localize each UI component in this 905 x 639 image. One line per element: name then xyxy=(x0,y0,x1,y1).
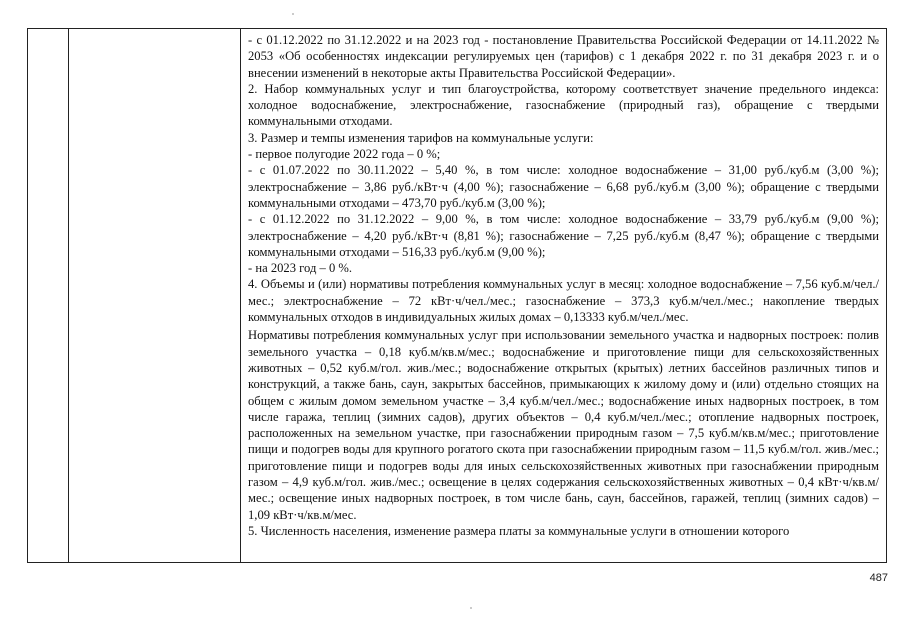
document-table xyxy=(27,28,887,563)
paragraph: 5. Численность населения, изменение размера платы за коммунальные услуги в отношении которого xyxy=(248,523,790,538)
paragraph: Нормативы потребления коммунальных услуг при использовании земельного участка и надворных построек: полив земельного участка – 0,18 куб.м/кв.м/мес.; водоснабжение и приготовление пищи для сельскохозяйственных животных – 0,52 куб.м/гол. жив./мес.; водоснабжение открытых (крытых) летних бассейнов различных типов и конструкций, а также бань, саун, закрытых бассейнов, примыкающих к жилому дому и (или) отдельно стоящих на общем с жилым домом земельном участке – 3,4 куб.м/чел./мес.; водоснабжение иных надворных построек, в том числе гаража, теплиц (зимних садов), других объектов – 0,4 куб.м/чел./мес.; отопление надворных построек, расположенных на земельном участке, при газоснабжении природным газом – 7,5 куб.м/кв.м/мес.; приготовление пищи и подогрев воды для крупного рогатого скота при газоснабжении природным газом – 11,5 куб.м/гол. жив./мес.; приготовление пищи и подогрев воды для иных сельскохозяйственных животных при газоснабжении природным газом – 4,9 куб.м/гол. жив./мес.; освещение в целях содержания сельскохозяйственных животных – 0,4 кВт·ч/кв.м/мес.; освещение иных надворных построек, в том числе бань, саун, бассейнов, гаражей, теплиц (зимних садов) – 1,09 кВт·ч/кв.м/мес. xyxy=(248,328,879,522)
scan-speck xyxy=(470,607,472,609)
paragraph: - первое полугодие 2022 года – 0 %; xyxy=(248,147,441,162)
paragraph: - с 01.12.2022 по 31.12.2022 – 9,00 %, в том числе: холодное водоснабжение – 33,79 руб./куб.м (9,00 %); электроснабжение – 4,20 руб./кВт·ч (8,81 %); газоснабжение – 7,25 руб./куб.м (8,47 %); обращение с твердыми коммунальными отходами – 516,33 руб./куб.м (9,00 %); xyxy=(248,212,879,259)
page-number: 487 xyxy=(869,572,888,584)
paragraph: - с 01.12.2022 по 31.12.2022 и на 2023 год - постановление Правительства Российской Федерации от 14.11.2022 № 2053 «Об особенностях индексации регулируемых цен (тарифов) с 1 декабря 2022 г. по 31 декабря 2023 г. и о внесении изменений в некоторые акты Правительства Российской Федерации». xyxy=(248,33,879,80)
paragraph: 4. Объемы и (или) нормативы потребления коммунальных услуг в месяц: холодное водоснабжение – 7,56 куб.м/чел./мес.; электроснабжение – 72 кВт·ч/чел./мес.; газоснабжение – 373,3 куб.м/чел./мес.; накопление твердых коммунальных отходов в индивидуальных жилых домах – 0,13333 куб.м/чел./мес. xyxy=(248,277,879,325)
paragraph: 2. Набор коммунальных услуг и тип благоустройства, которому соответствует значение предельного индекса: холодное водоснабжение, электроснабжение, газоснабжение (природный газ), обращение с твердыми коммунальными отходами. xyxy=(248,81,879,129)
table-cell-content xyxy=(248,32,879,562)
scan-speck xyxy=(292,13,294,15)
paragraph: 3. Размер и темпы изменения тарифов на коммунальные услуги: xyxy=(248,130,594,145)
column-divider-2 xyxy=(240,29,241,562)
paragraph: - на 2023 год – 0 %. xyxy=(248,261,353,276)
paragraph: - с 01.07.2022 по 30.11.2022 – 5,40 %, в том числе: холодное водоснабжение – 31,00 руб./куб.м (3,00 %); электроснабжение – 3,86 руб./кВт·ч (4,00 %); газоснабжение – 6,68 руб./куб.м (3,00 %); обращение с твердыми коммунальными отходами – 473,70 руб./куб.м (3,00 %); xyxy=(248,163,879,210)
column-divider-1 xyxy=(68,29,69,562)
